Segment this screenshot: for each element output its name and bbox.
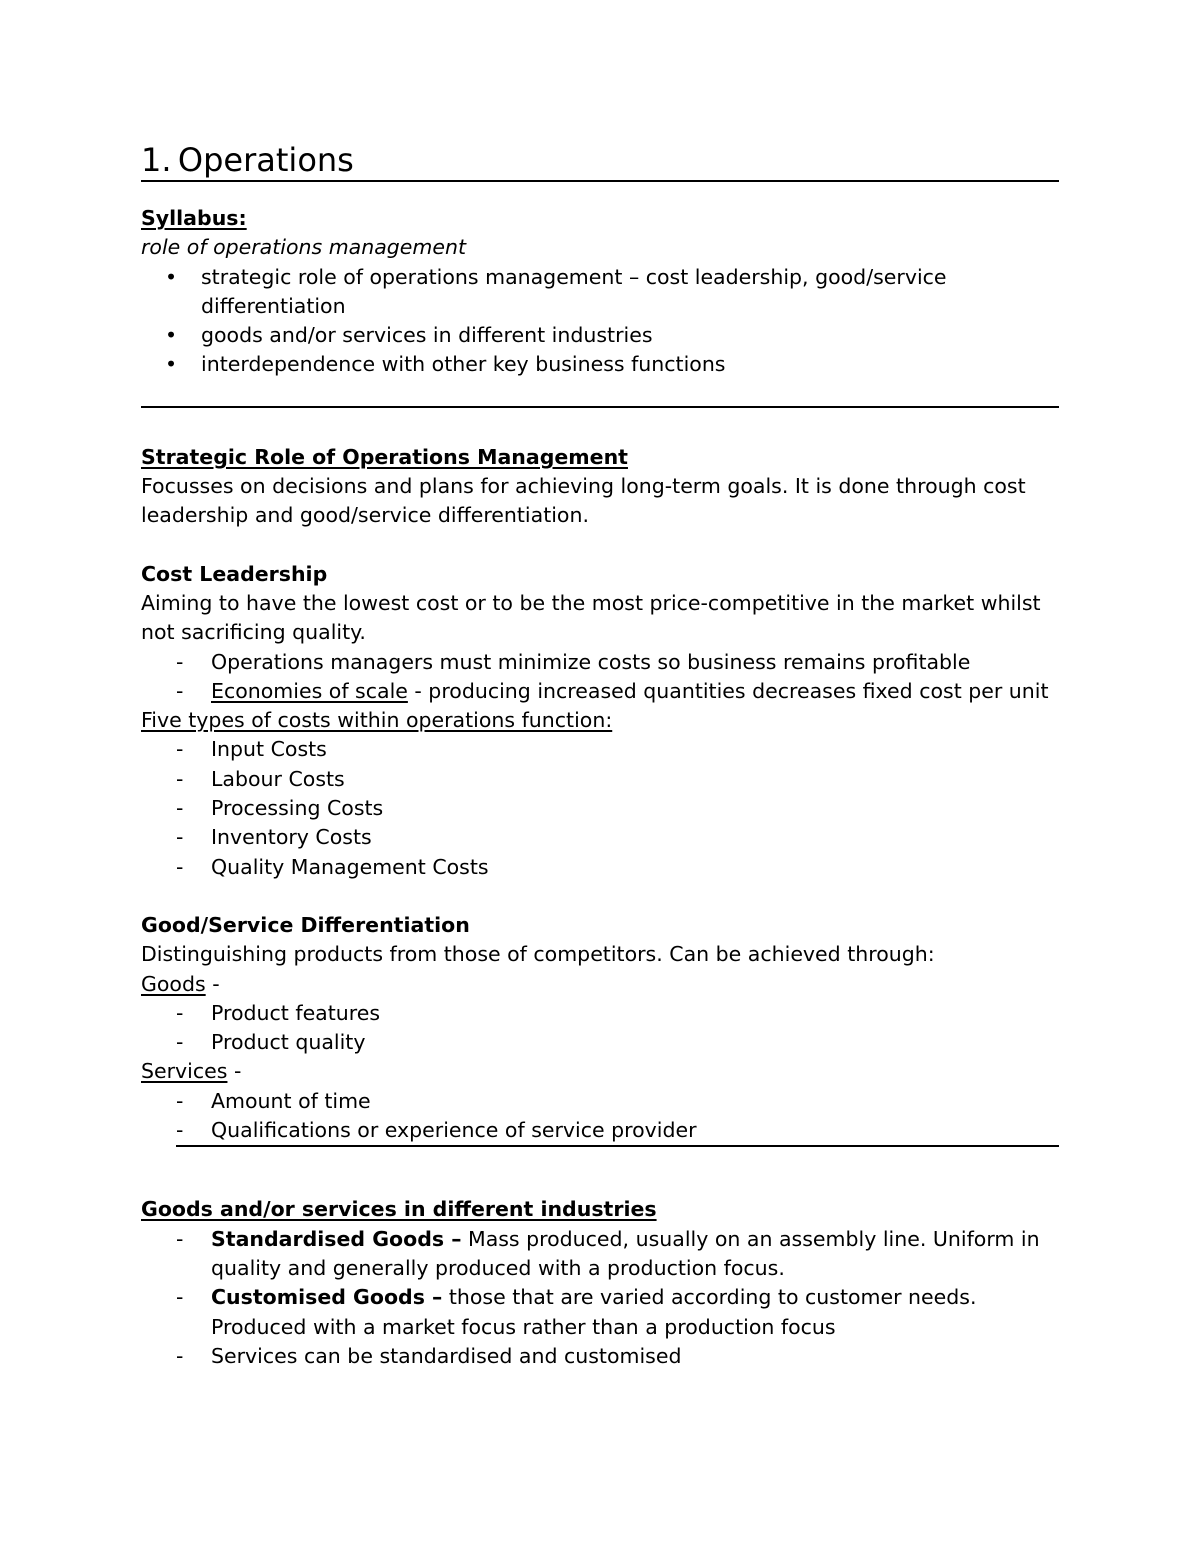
strategic-body: Focusses on decisions and plans for achieving long-term goals. It is done through cost leadership and good/service differentiation. — [141, 474, 1026, 528]
services-list — [141, 1087, 1059, 1146]
bullet-icon: • — [165, 323, 178, 348]
dash-icon: - — [176, 1088, 184, 1113]
list-item: - Product features — [211, 999, 1059, 1028]
syllabus-topic: role of operations management — [141, 235, 467, 260]
list-item: - Product quality — [211, 1028, 1059, 1057]
title-divider — [141, 180, 1059, 182]
goods-list — [141, 999, 1059, 1058]
cost-types-list — [141, 735, 1059, 881]
cost-leadership-body: Aiming to have the lowest cost or to be the most price-competitive in the market whilst not sacrificing quality. — [141, 590, 1041, 645]
list-item: - Operations managers must minimize costs so business remains profitable — [211, 648, 1059, 677]
dash-icon: - — [176, 1030, 184, 1055]
services-label-line: Services - — [141, 1059, 242, 1084]
syllabus-list — [141, 263, 1059, 380]
dash-icon: - — [176, 766, 184, 791]
list-item: - Labour Costs — [211, 765, 1059, 794]
goods-label-line: Goods - — [141, 971, 220, 996]
bullet-icon: • — [165, 264, 178, 289]
list-item: • goods and/or services in different industries — [201, 321, 1059, 350]
list-item: • strategic role of operations management – cost leadership, good/service differentiation — [165, 264, 947, 318]
document-page — [141, 140, 1059, 1371]
dash-icon: - — [176, 1000, 184, 1025]
industries-heading: Goods and/or services in different industries — [141, 1197, 657, 1222]
cost-leadership-heading: Cost Leadership — [141, 561, 328, 586]
section-divider — [141, 406, 1059, 408]
syllabus-label: Syllabus: — [141, 206, 247, 230]
differentiation-body: Distinguishing products from those of competitors. Can be achieved through: — [141, 942, 935, 967]
dash-icon: - — [176, 1285, 184, 1310]
list-item: - Quality Management Costs — [211, 853, 1059, 882]
differentiation-heading: Good/Service Differentiation — [141, 912, 470, 937]
spacer — [141, 882, 1059, 911]
spacer — [141, 1147, 1059, 1195]
list-item: - Services can be standardised and customised — [211, 1342, 1059, 1371]
list-item: - Standardised Goods – Mass produced, usually on an assembly line. Uniform in quality and generally produced with a production focus. — [176, 1226, 1040, 1280]
dash-icon: - — [176, 1226, 184, 1251]
cost-leadership-points — [141, 648, 1059, 707]
dash-icon: - — [176, 678, 184, 703]
services-label: Services — [141, 1059, 228, 1084]
dash-icon: - — [176, 1343, 184, 1368]
bullet-icon: • — [165, 352, 178, 377]
spacer — [141, 531, 1059, 560]
list-item: - Inventory Costs — [211, 823, 1059, 852]
economies-of-scale-term: Economies of scale — [211, 678, 408, 703]
goods-label: Goods — [141, 971, 206, 996]
list-item: - Input Costs — [211, 735, 1059, 764]
list-item: - Customised Goods – those that are varied according to customer needs. Produced with a market focus rather than a production focus — [176, 1285, 977, 1339]
cost-types-label: Five types of costs within operations function: — [141, 708, 613, 733]
list-item: - Economies of scale - producing increased quantities decreases fixed cost per unit — [211, 677, 1059, 706]
list-item: • interdependence with other key business functions — [201, 350, 1059, 379]
list-item: - Qualifications or experience of service provider — [211, 1116, 1059, 1145]
page-title: 1. Operations — [141, 141, 354, 179]
dash-icon: - — [176, 1118, 184, 1143]
strategic-heading: Strategic Role of Operations Management — [141, 444, 628, 469]
dash-icon: - — [176, 737, 184, 762]
list-item: - Processing Costs — [211, 794, 1059, 823]
dash-icon: - — [176, 796, 184, 821]
list-item: - Amount of time — [211, 1087, 1059, 1116]
industries-list — [141, 1225, 1059, 1371]
dash-icon: - — [176, 825, 184, 850]
dash-icon: - — [176, 649, 184, 674]
dash-icon: - — [176, 854, 184, 879]
